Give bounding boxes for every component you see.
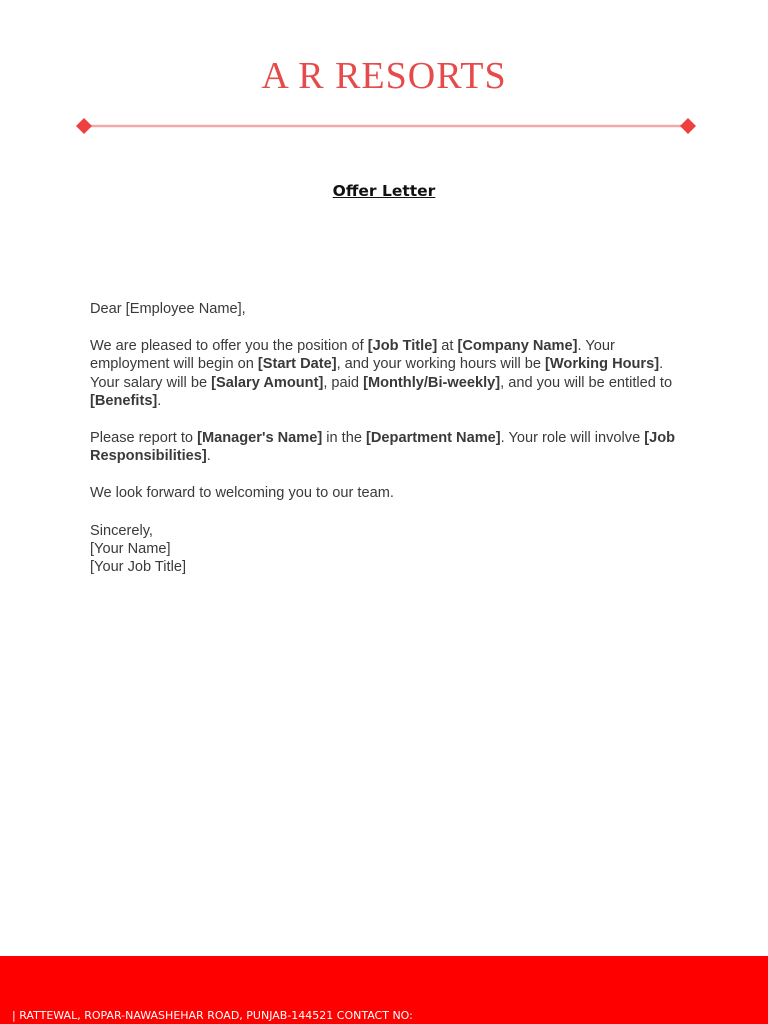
- closing: Sincerely,: [90, 522, 153, 539]
- text-segment: . Your role will involve: [500, 430, 645, 447]
- letter-body: [90, 300, 680, 595]
- company-name-placeholder: [Company Name]: [457, 338, 578, 355]
- left-diamond-ornament: [76, 118, 92, 134]
- welcome-paragraph: We look forward to welcoming you to our team.: [90, 485, 394, 502]
- text-segment: at: [437, 338, 458, 355]
- text-segment: in the: [322, 430, 367, 447]
- manager-name-placeholder: [Manager's Name]: [197, 430, 323, 447]
- company-logo-text: A R RESORTS: [261, 55, 507, 97]
- department-name-placeholder: [Department Name]: [366, 430, 501, 447]
- start-date-placeholder: [Start Date]: [257, 356, 337, 373]
- reporting-paragraph: [90, 429, 680, 465]
- working-hours-placeholder: [Working Hours]: [545, 356, 660, 373]
- signer-title: [Your Job Title]: [90, 559, 186, 576]
- document-title: Offer Letter: [332, 182, 436, 200]
- signature-block: [90, 522, 680, 577]
- job-title-placeholder: [Job Title]: [367, 338, 438, 355]
- footer-address: | RATTEWAL, ROPAR-NAWASHEHAR ROAD, PUNJAB-144521 CONTACT NO:: [12, 1009, 413, 1022]
- right-diamond-ornament: [680, 118, 696, 134]
- text-segment: Please report to: [90, 430, 198, 447]
- text-segment: . Your salary will be: [90, 356, 664, 391]
- text-segment: .: [157, 392, 162, 409]
- text-segment: We are pleased to offer you the position of: [90, 338, 368, 355]
- offer-paragraph: [90, 337, 680, 410]
- pay-frequency-placeholder: [Monthly/Bi-weekly]: [363, 374, 501, 391]
- text-segment: .: [206, 448, 211, 465]
- text-segment: . Your employment will begin on: [90, 338, 615, 373]
- text-segment: , paid: [323, 374, 364, 391]
- salary-amount-placeholder: [Salary Amount]: [211, 374, 324, 391]
- salutation: Dear [Employee Name],: [90, 301, 246, 317]
- text-segment: , and your working hours will be: [336, 356, 546, 373]
- footer-bar: [0, 956, 768, 1024]
- header-divider: [75, 117, 697, 135]
- text-segment: , and you will be entitled to: [500, 374, 673, 391]
- benefits-placeholder: [Benefits]: [90, 392, 158, 409]
- job-responsibilities-placeholder: [Job Responsibilities]: [90, 430, 676, 465]
- signer-name: [Your Name]: [90, 540, 171, 557]
